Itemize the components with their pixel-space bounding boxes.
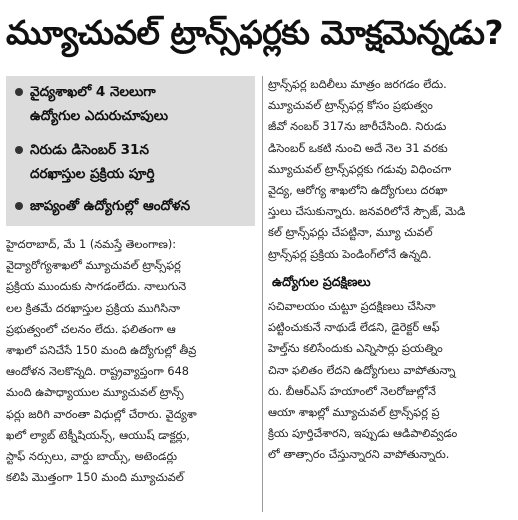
body-line: స్తులు చేసుకున్నారు. జనవరిలోనే స్పౌజ్, మెడి — [268, 205, 466, 219]
highlight-line: దరఖాస్తుల ప్రక్రియ పూర్తి — [30, 166, 155, 182]
body-line: ఆయా శాఖల్లో మ్యూచువల్ ట్రాన్స్‌ఫర్ల ప్ర — [268, 406, 440, 420]
body-line: హెల్త్‌ను కలిసేందుకు ఎన్నిసార్లు ప్రయత్నిం — [268, 342, 443, 356]
body-line: లో తాత్సారం చేస్తున్నారని వాపోతున్నారు. — [268, 448, 450, 462]
body-line: పట్టించుకునే నాథుడే లేడని, డైరెక్టర్ ఆఫ్ — [268, 321, 440, 335]
body-line: ట్రాన్స్‌ఫర్ల ప్రక్రియ పెండింగ్‌లోనే ఉన్నది. — [268, 247, 432, 261]
body-line: రు. బీఆర్‌ఎస్ హయాంలో నెలరోజుల్లోనే — [268, 384, 436, 398]
left-column — [6, 234, 256, 488]
body-line: క్రియ పూర్తిచేశారని, ఇప్పుడు ఆడిపాలివ్వడం — [268, 427, 458, 441]
right-column-bottom — [268, 296, 514, 466]
body-line: కలిపి మొత్తంగా 150 మంది మ్యూచువల్ — [6, 471, 184, 485]
body-line: జీవో నంబర్ 317ను జారీచేసింది. నిరుడు — [268, 120, 447, 134]
highlight-line: వైద్యశాఖలో 4 నెలలుగా — [30, 84, 156, 100]
bullet-icon — [15, 88, 23, 96]
body-line: శాఖలో పనిచేసే 150 మంది ఉద్యోగుల్లో తీవ్ర — [6, 344, 197, 358]
body-line: ఫర్లు జరిగి వారంతా విధుల్లో చేరారు. వైద్యశా — [6, 407, 197, 421]
highlight-item — [10, 194, 253, 218]
body-line: స్టాఫ్ నర్సులు, వార్డు బాయ్స్, అటెండర్లు — [6, 450, 178, 464]
bullet-icon — [15, 202, 23, 210]
highlight-line: ఉద్యోగుల ఎదురుచూపులు — [30, 108, 168, 124]
body-line: మ్యూచువల్ ట్రాన్స్‌ఫర్ల కోసం ప్రభుత్వం — [268, 99, 433, 113]
body-line: మ్యూచువల్ ట్రాన్స్‌ఫర్లకు గడువు విధించగా — [268, 162, 452, 176]
subheading: ఉద్యోగుల ప్రదక్షిణలు — [272, 274, 371, 289]
highlight-line: జాప్యంతో ఉద్యోగుల్లో ఆందోళన — [30, 198, 191, 214]
body-line: డిసెంబర్ ఒకటి నుంచి అదే నెల 31 వరకు — [268, 141, 448, 155]
column-divider — [262, 76, 263, 512]
body-line: చినా ఫలితం లేదని ఉద్యోగులు వాపోతున్నా — [268, 363, 456, 377]
body-line: లల క్రితమే దరఖాస్తుల ప్రక్రియ ముగిసినా — [6, 301, 180, 315]
body-line: కల్ ట్రాన్స్‌ఫర్లు చేపట్టినా, మ్యూ చువల్ — [268, 226, 433, 240]
highlight-line: నిరుడు డిసెంబర్ 31న — [30, 142, 149, 158]
highlight-item — [10, 80, 253, 128]
body-line: వైద్య, ఆరోగ్య శాఖలోని ఉద్యోగులు దరఖా — [268, 184, 448, 198]
body-line: హైదరాబాద్, మే 1 (నమస్తే తెలంగాణ): — [6, 238, 177, 251]
highlights-box — [6, 76, 255, 226]
right-column-top — [268, 74, 514, 265]
body-line: ప్రభుత్వంలో చలనం లేదు. ఫలితంగా ఆ — [6, 322, 176, 336]
body-line: ప్రక్రియ ముందుకు సాగడంలేదు. నాలుగునె — [6, 280, 187, 294]
bullet-icon — [15, 146, 23, 154]
body-line: ఆందోళన నెలకొన్నది. రాష్ట్రవ్యాప్తంగా 648 — [6, 365, 189, 379]
body-line: మంది ఉపాధ్యాయుల మ్యూచువల్ ట్రాన్స్ — [6, 386, 184, 400]
body-line: వైద్యారోగ్యశాఖలో మ్యూచువల్ ట్రాన్స్‌ఫర్ల — [6, 259, 181, 273]
body-line: సచివాలయం చుట్టూ ప్రదక్షిణలు చేసినా — [268, 300, 436, 313]
body-line: ట్రాన్స్‌ఫర్ల బదిలీలు మాత్రం జరగడం లేదు. — [268, 78, 447, 91]
headline: మ్యూచువల్ ట్రాన్స్‌ఫర్లకు మోక్షమెన్నడు? — [6, 13, 504, 52]
body-line: ఖలో ల్యాబ్ టెక్నీషియన్స్, ఆయుష్ డాక్టర్లు, — [6, 428, 190, 442]
highlight-item — [10, 138, 253, 186]
